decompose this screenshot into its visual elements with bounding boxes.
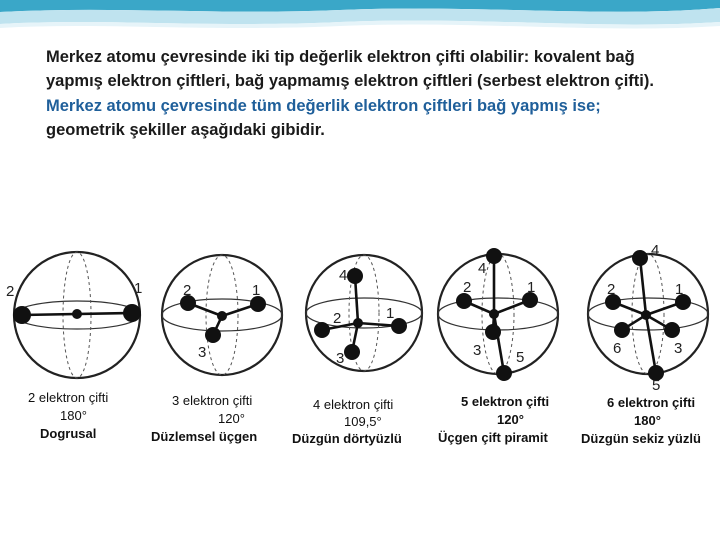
- caption-pairs: 3 elektron çifti: [172, 393, 253, 408]
- pair-number-3: 3: [473, 342, 482, 359]
- pair-number-1: 1: [675, 281, 684, 298]
- electron-pair-4: [632, 250, 648, 266]
- electron-pair-5: [496, 365, 512, 381]
- electron-pair-2: [13, 306, 31, 324]
- pair-number-1: 1: [134, 280, 143, 297]
- slide-body-text: [46, 46, 696, 142]
- caption-geometry-name: Düzgün dörtyüzlü: [292, 431, 402, 446]
- central-atom: [353, 318, 363, 328]
- caption-pairs: 2 elektron çifti: [28, 390, 109, 405]
- pair-number-1: 1: [527, 279, 536, 296]
- electron-pair-3: [205, 327, 221, 343]
- paragraph-geometries-line1: Merkez atomu çevresinde tüm değerlik elektron çiftleri bağ yapmış ise;: [46, 97, 601, 115]
- geometry-trigonal-planar: [151, 255, 282, 444]
- pair-number-2: 2: [183, 282, 192, 299]
- caption-angle: 109,5°: [344, 414, 382, 429]
- central-atom: [217, 311, 227, 321]
- pair-number-4: 4: [651, 242, 660, 259]
- electron-pair-2: [314, 322, 330, 338]
- header-wave-decoration: [0, 0, 720, 40]
- bond-line: [640, 258, 646, 315]
- electron-pair-3: [664, 322, 680, 338]
- electron-pair-4: [347, 268, 363, 284]
- geometry-linear: [6, 252, 142, 441]
- caption-angle: 120°: [218, 411, 245, 426]
- pair-number-5: 5: [516, 349, 525, 366]
- caption-angle: 180°: [634, 413, 661, 428]
- central-atom: [641, 310, 651, 320]
- pair-number-2: 2: [463, 279, 472, 296]
- electron-pair-4: [486, 248, 502, 264]
- sphere-outline: [306, 255, 422, 371]
- pair-number-3: 3: [198, 344, 207, 361]
- electron-pair-3: [485, 324, 501, 340]
- vsepr-geometry-figure: [0, 240, 720, 450]
- geometry-octahedral: [581, 242, 708, 446]
- pair-number-3: 3: [336, 350, 345, 367]
- pair-number-1: 1: [386, 305, 395, 322]
- electron-pair-6: [614, 322, 630, 338]
- caption-angle: 120°: [497, 412, 524, 427]
- caption-geometry-name: Üçgen çift piramit: [438, 430, 548, 445]
- caption-pairs: 4 elektron çifti: [313, 397, 394, 412]
- pair-number-5: 5: [652, 377, 661, 394]
- pair-number-4: 4: [478, 260, 487, 277]
- electron-pair-1: [123, 304, 141, 322]
- paragraph-geometries-line2: geometrik şekiller aşağıdaki gibidir.: [46, 120, 325, 139]
- caption-angle: 180°: [60, 408, 87, 423]
- pair-number-2: 2: [333, 310, 342, 327]
- caption-geometry-name: Dogrusal: [40, 426, 97, 441]
- pair-number-1: 1: [252, 282, 261, 299]
- pair-number-6: 6: [613, 340, 622, 357]
- caption-geometry-name: Düzlemsel üçgen: [151, 429, 258, 444]
- paragraph-geometries: [46, 95, 696, 142]
- caption-geometry-name: Düzgün sekiz yüzlü: [581, 431, 701, 446]
- bond-line: [646, 315, 656, 373]
- caption-pairs: 5 elektron çifti: [461, 394, 550, 409]
- geometry-tetrahedral: [292, 255, 422, 446]
- pair-number-4: 4: [339, 267, 348, 284]
- central-atom: [489, 309, 499, 319]
- bond-line: [494, 314, 504, 373]
- geometry-trigonal-bipyramidal: [438, 248, 558, 445]
- central-atom: [72, 309, 82, 319]
- pair-number-3: 3: [674, 340, 683, 357]
- pair-number-2: 2: [6, 283, 15, 300]
- pair-number-2: 2: [607, 281, 616, 298]
- caption-pairs: 6 elektron çifti: [607, 395, 696, 410]
- electron-pair-3: [344, 344, 360, 360]
- paragraph-electron-pairs: Merkez atomu çevresinde iki tip değerlik elektron çifti olabilir: kovalent bağ yapmış elektron çiftleri, bağ yapmamış elektron çiftleri (serbest elektron çifti).: [46, 48, 654, 90]
